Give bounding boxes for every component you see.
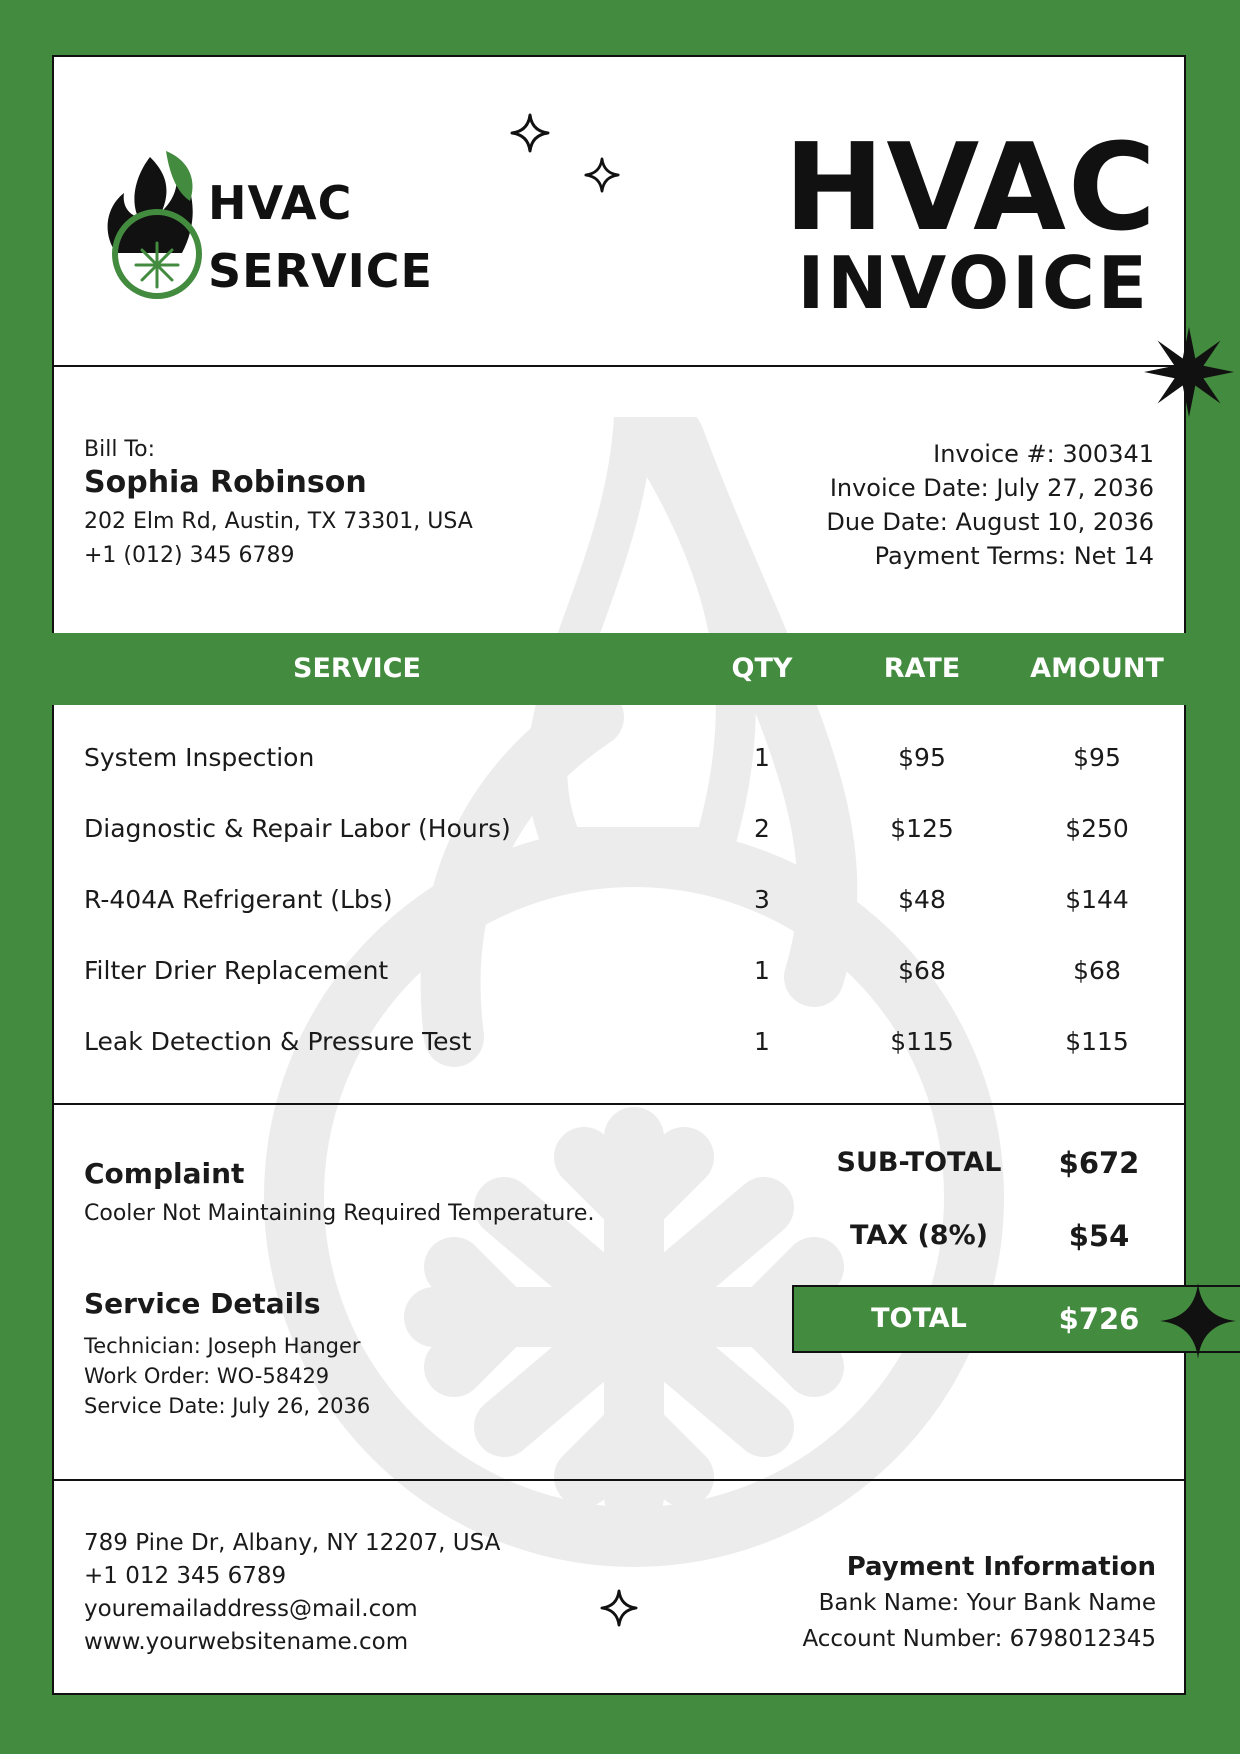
amount-cell: $95 (1073, 743, 1121, 772)
table-row (54, 793, 1184, 864)
flame-leaf-snowflake-logo (102, 149, 212, 299)
company-phone: +1 012 345 6789 (84, 1563, 287, 1589)
rate-cell: $115 (890, 1027, 954, 1056)
invoice-meta (826, 437, 1154, 573)
divider (54, 1479, 1184, 1481)
company-email: youremailaddress@mail.com (84, 1596, 418, 1622)
amount-cell: $250 (1065, 814, 1129, 843)
qty-cell: 1 (754, 1027, 770, 1056)
service-cell: System Inspection (84, 743, 315, 772)
invoice-number: Invoice #: 300341 (933, 440, 1154, 468)
customer-name: Sophia Robinson (84, 465, 367, 500)
subtotal-label: SUB-TOTAL (836, 1147, 1002, 1178)
service-details (84, 1331, 370, 1421)
work-order: Work Order: WO-58429 (84, 1364, 330, 1388)
service-cell: Leak Detection & Pressure Test (84, 1027, 472, 1056)
rate-cell: $125 (890, 814, 954, 843)
sparkle-icon (510, 113, 550, 153)
invoice-date: Invoice Date: July 27, 2036 (829, 474, 1154, 502)
company-address: 789 Pine Dr, Albany, NY 12207, USA (84, 1530, 501, 1556)
payment-title: Payment Information (846, 1552, 1156, 1582)
qty-cell: 1 (754, 743, 770, 772)
qty-cell: 3 (754, 885, 770, 914)
total-value: $726 (1058, 1302, 1140, 1336)
sparkle-icon (1160, 1283, 1236, 1359)
logo-text-line2: SERVICE (208, 244, 433, 298)
customer-address: 202 Elm Rd, Austin, TX 73301, USA (84, 509, 473, 534)
invoice-heading-line1: HVAC (783, 119, 1158, 258)
total-label: TOTAL (871, 1303, 967, 1334)
complaint-title: Complaint (84, 1157, 245, 1190)
qty-cell: 1 (754, 956, 770, 985)
company-contact (84, 1527, 500, 1659)
header-rate: RATE (883, 653, 961, 684)
customer-phone: +1 (012) 345 6789 (84, 543, 295, 568)
sparkle-icon (600, 1589, 638, 1627)
payment-terms: Payment Terms: Net 14 (874, 542, 1154, 570)
technician: Technician: Joseph Hanger (84, 1334, 361, 1358)
header-service: SERVICE (293, 653, 421, 684)
invoice-heading-line2: INVOICE (797, 241, 1150, 325)
rate-cell: $68 (898, 956, 946, 985)
amount-cell: $115 (1065, 1027, 1129, 1056)
tax-label: TAX (8%) (850, 1220, 988, 1251)
amount-cell: $144 (1065, 885, 1129, 914)
invoice-page (52, 55, 1186, 1695)
header-amount: AMOUNT (1030, 653, 1164, 684)
bank-name: Bank Name: Your Bank Name (818, 1590, 1156, 1616)
service-details-title: Service Details (84, 1287, 321, 1320)
complaint-text: Cooler Not Maintaining Required Temperature. (84, 1201, 595, 1226)
divider (54, 365, 1184, 367)
subtotal-value: $672 (1058, 1146, 1140, 1180)
amount-cell: $68 (1073, 956, 1121, 985)
header-qty: QTY (731, 653, 793, 684)
sparkle-icon (584, 157, 620, 193)
service-cell: Diagnostic & Repair Labor (Hours) (84, 814, 511, 843)
service-date: Service Date: July 26, 2036 (84, 1394, 371, 1418)
rate-cell: $95 (898, 743, 946, 772)
qty-cell: 2 (754, 814, 770, 843)
tax-value: $54 (1068, 1219, 1130, 1253)
rate-cell: $48 (898, 885, 946, 914)
service-cell: R-404A Refrigerant (Lbs) (84, 885, 393, 914)
divider (54, 1103, 1184, 1105)
bill-to-label: Bill To: (84, 437, 155, 462)
account-number: Account Number: 6798012345 (802, 1626, 1156, 1652)
table-row (54, 1006, 1184, 1077)
service-cell: Filter Drier Replacement (84, 956, 389, 985)
logo-text-line1: HVAC (208, 176, 353, 230)
starburst-icon (1144, 327, 1234, 417)
table-header (52, 633, 1186, 705)
due-date: Due Date: August 10, 2036 (826, 508, 1154, 536)
table-row (54, 722, 1184, 793)
table-row (54, 864, 1184, 935)
payment-info (802, 1549, 1156, 1657)
company-website: www.yourwebsitename.com (84, 1629, 409, 1655)
table-row (54, 935, 1184, 1006)
